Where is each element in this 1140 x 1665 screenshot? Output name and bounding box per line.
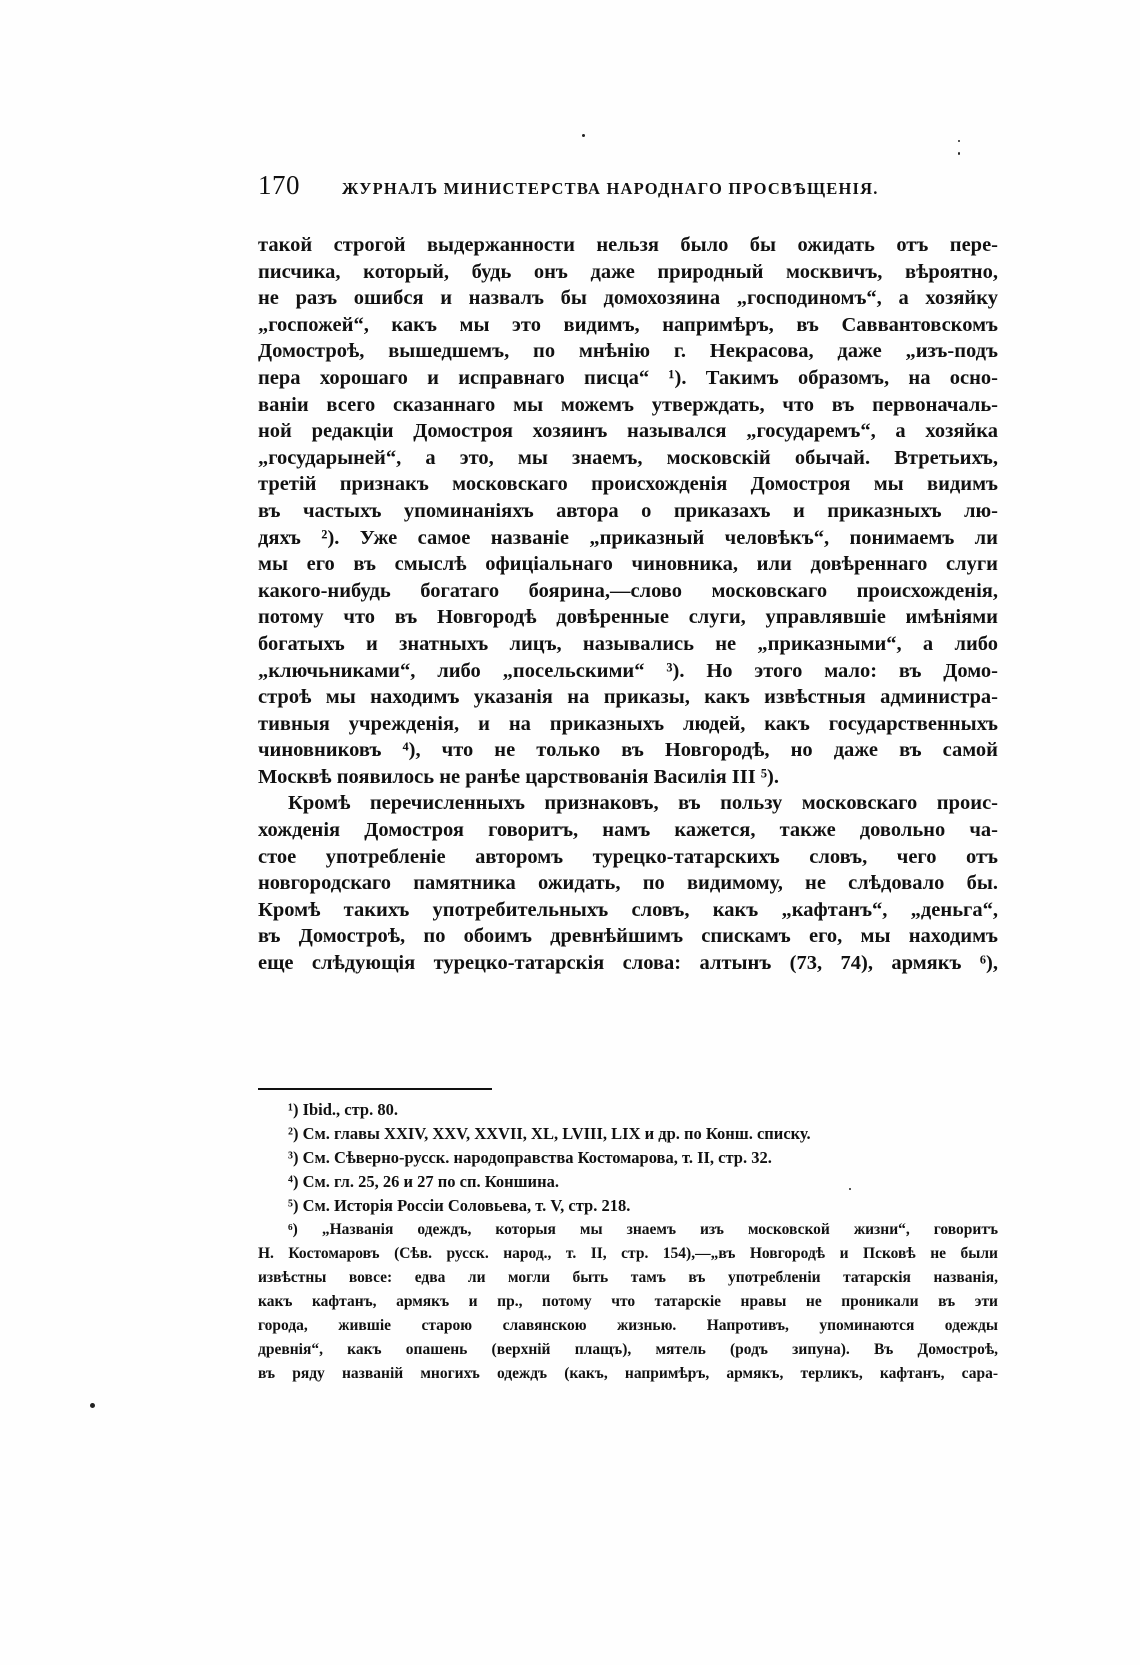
text-line: третій признакъ московскаго происхожденія Домостроя мы видимъ <box>258 473 998 496</box>
text-line: Домостроѣ, вышедшемъ, по мнѣнію г. Некрасова, даже „изъ-подъ <box>258 340 998 363</box>
text-line: чиновниковъ ⁴), что не только въ Новгородѣ, но даже въ самой <box>258 739 998 762</box>
scan-speck <box>958 140 960 142</box>
text-line: не разъ ошибся и назвалъ бы домохозяина „господиномъ“, а хозяйку <box>258 287 998 310</box>
footnote-6-line: въ ряду названій многихъ одеждъ (какъ, напримѣръ, армякъ, терликъ, кафтанъ, сара- <box>258 1365 998 1382</box>
footnote-6-line: ⁶) „Названія одеждъ, которыя мы знаемъ изъ московской жизни“, говоритъ <box>288 1221 998 1238</box>
text-line: мы его въ смыслѣ офиціальнаго чиновника, или довѣреннаго слуги <box>258 553 998 576</box>
text-line: писчика, который, будь онъ даже природный москвичъ, вѣроятно, <box>258 260 998 283</box>
text-line: потому что въ Новгородѣ довѣренные слуги, управлявшіе имѣніями <box>258 606 998 629</box>
page-number: 170 <box>258 170 300 200</box>
scan-speck <box>90 1403 95 1408</box>
text-line: Москвѣ появилось не ранѣе царствованія Василія III ⁵). <box>258 765 779 788</box>
text-line: тивныя учрежденія, и на приказныхъ людей, какъ государственныхъ <box>258 712 998 735</box>
footnote-separator <box>258 1088 492 1090</box>
text-line: строѣ мы находимъ указанія на приказы, какъ извѣстныя администра- <box>258 686 998 709</box>
main-text <box>258 232 998 977</box>
text-line: какого-нибудь богатаго боярина,—слово московскаго происхожденія, <box>258 579 998 602</box>
text-line: Кромѣ перечисленныхъ признаковъ, въ пользу московскаго проис- <box>288 792 998 815</box>
text-line: „государыней“, а это, мы знаемъ, московскій обычай. Втретьихъ, <box>258 446 998 469</box>
page-header <box>258 170 998 210</box>
footnote-6-line: города, жившіе старою славянскою жизнью. Напротивъ, упоминаются одежды <box>258 1317 998 1334</box>
text-line: хожденія Домостроя говоритъ, намъ кажется, также довольно ча- <box>258 819 998 842</box>
scan-speck <box>582 134 585 137</box>
text-line: Кромѣ такихъ употребительныхъ словъ, какъ „кафтанъ“, „деньга“, <box>258 898 998 921</box>
scan-speck <box>958 152 960 155</box>
footnote-6-line: какъ кафтанъ, армякъ и пр., потому что татарскіе нравы не проникали въ эти <box>258 1293 998 1310</box>
footnote: ³) См. Сѣверно-русск. народоправства Костомарова, т. II, стр. 32. <box>288 1148 772 1167</box>
text-line: въ Домостроѣ, по обоимъ древнѣйшимъ спискамъ его, мы находимъ <box>258 925 998 948</box>
text-line: стое употребленіе авторомъ турецко-татарскихъ словъ, чего отъ <box>258 845 998 868</box>
text-line: въ частыхъ упоминаніяхъ автора о приказахъ и приказныхъ лю- <box>258 499 998 522</box>
text-line: такой строгой выдержанности нельзя было бы ожидать отъ пере- <box>258 234 998 256</box>
footnote: ²) См. главы XXIV, XXV, XXVII, XL, LVIII, LIX и др. по Конш. списку. <box>288 1124 811 1143</box>
footnote-6-line: Н. Костомаровъ (Сѣв. русск. народ., т. II, стр. 154),—„въ Новгородѣ и Псковѣ не были <box>258 1245 998 1262</box>
footnote: ⁵) См. Исторія Россіи Соловьева, т. V, стр. 218. <box>288 1196 631 1215</box>
text-line: „госпожей“, какъ мы это видимъ, напримѣръ, въ Саввантовскомъ <box>258 313 998 336</box>
footnotes <box>258 1098 998 1386</box>
text-line: ваніи всего сказаннаго мы можемъ утверждать, что въ первоначаль- <box>258 393 998 416</box>
text-line: пера хорошаго и исправнаго писца“ ¹). Такимъ образомъ, на осно- <box>258 366 998 389</box>
text-line: ной редакціи Домостроя хозяинъ назывался „государемъ“, а хозяйка <box>258 420 998 443</box>
footnote: ¹) Ibid., стр. 80. <box>288 1100 398 1119</box>
text-line: „ключьниками“, либо „посельскими“ ³). Но этого мало: въ Домо- <box>258 659 998 682</box>
text-line: еще слѣдующія турецко-татарскія слова: алтынъ (73, 74), армякъ ⁶), <box>258 952 998 975</box>
text-line: богатыхъ и знатныхъ лицъ, назывались не „приказными“, а либо <box>258 632 998 655</box>
footnote-6-line: древнія“, какъ опашень (верхній плащъ), мятель (родъ зипуна). Въ Домостроѣ, <box>258 1341 998 1358</box>
text-line: новгородскаго памятника ожидать, по видимому, не слѣдовало бы. <box>258 872 998 895</box>
running-title: ЖУРНАЛЪ МИНИСТЕРСТВА НАРОДНАГО ПРОСВѢЩЕНІЯ. <box>342 179 879 198</box>
text-line: дяхъ ²). Уже самое названіе „приказный человѣкъ“, понимаемъ ли <box>258 526 998 549</box>
scan-speck <box>849 1188 851 1190</box>
footnote-6-line: извѣстны вовсе: едва ли могли быть тамъ въ употребленіи татарскія названія, <box>258 1269 998 1286</box>
footnote: ⁴) См. гл. 25, 26 и 27 по сп. Коншина. <box>288 1172 559 1191</box>
